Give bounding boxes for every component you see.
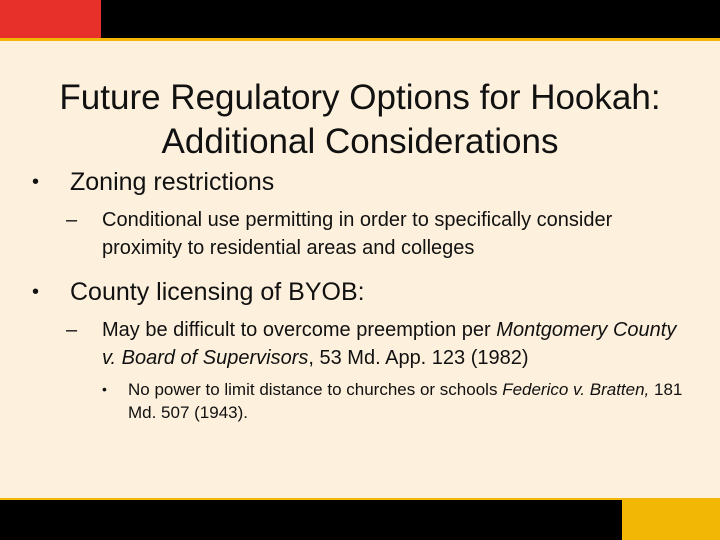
sub-bullet-conditional-use <box>66 206 690 262</box>
bullet-text: County licensing of BYOB: <box>70 278 365 306</box>
top-red-block <box>0 0 101 38</box>
sub-bullet-post: , 53 Md. App. 123 (1982) <box>308 347 529 369</box>
sub-sub-bullet-distance <box>102 378 690 424</box>
sub-sub-bullet-pre: No power to limit distance to churches or schools <box>128 380 498 399</box>
dash-icon: – <box>66 209 78 231</box>
top-gold-line <box>0 38 720 41</box>
sub-bullet-pre: May be difficult to overcome preemption per <box>102 319 491 341</box>
bullet-icon: • <box>32 171 40 193</box>
bullet-text: Zoning restrictions <box>70 168 275 196</box>
title-line-2: Additional Considerations <box>161 122 559 161</box>
bottom-gold-block <box>622 500 720 540</box>
case-citation-federico: Federico v. Bratten, <box>502 380 650 399</box>
sub-bullet-text <box>102 316 690 372</box>
case-citation-montgomery: Montgomery County v. Board of Supervisors <box>102 319 677 369</box>
title-line-1: Future Regulatory Options for Hookah: <box>59 78 661 117</box>
bullet-county-licensing <box>30 276 690 308</box>
bullet-icon: • <box>32 281 40 303</box>
sub-bullet-preemption <box>66 316 690 372</box>
slide-body <box>30 166 690 424</box>
bottom-bar <box>0 500 720 540</box>
top-bar <box>0 0 720 38</box>
bullet-icon: • <box>102 381 107 397</box>
sub-sub-bullet-text <box>128 378 690 424</box>
dash-icon: – <box>66 319 78 341</box>
sub-bullet-text: Conditional use permitting in order to specifically consider proximity to residential areas and colleges <box>102 209 613 259</box>
sub-sub-bullet-post: 181 Md. 507 (1943). <box>128 380 683 422</box>
slide-title <box>20 76 700 164</box>
bullet-zoning <box>30 166 690 198</box>
